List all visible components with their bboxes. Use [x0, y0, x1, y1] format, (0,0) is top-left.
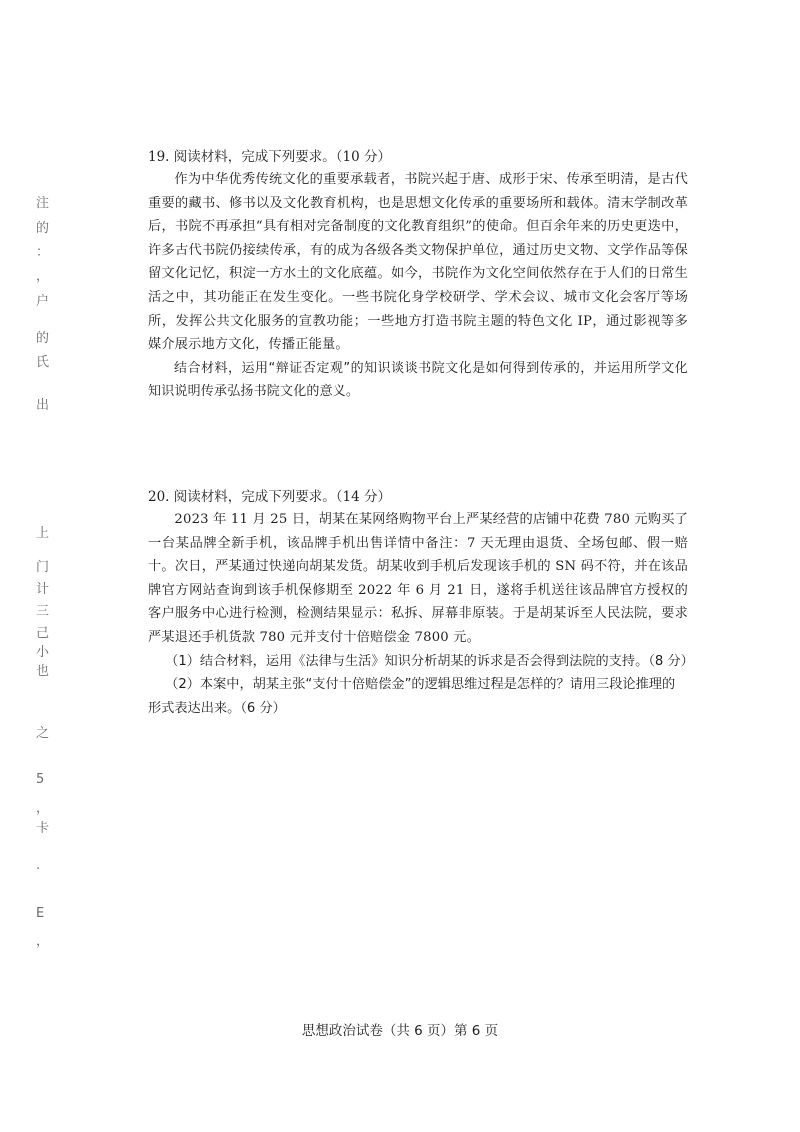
- margin-mark: 三: [36, 604, 50, 619]
- question-20: [148, 486, 694, 720]
- margin-mark: 之: [36, 726, 50, 741]
- question-19-requirement: 结合材料，运用“辩证否定观”的知识谈谈书院文化是如何得到传承的，并运用所学文化知识说明传承弘扬书院文化的意义。: [148, 360, 688, 400]
- question-19: [148, 146, 688, 404]
- page-footer: 思想政治试卷（共 6 页）第 6 页: [301, 1023, 499, 1039]
- margin-mark: 小: [36, 645, 50, 660]
- margin-mark: 5: [36, 772, 45, 787]
- margin-mark: 的: [36, 331, 50, 346]
- margin-mark: 的: [36, 221, 50, 236]
- margin-mark: E: [36, 906, 45, 921]
- margin-mark: ，: [36, 269, 50, 284]
- margin-mark: 氏: [36, 355, 50, 370]
- margin-mark: 卡: [36, 821, 50, 836]
- question-20-material: 2023 年 11 月 25 日，胡某在某网络购物平台上严某经营的店铺中花费 780 元购买了一台某品牌全新手机，该品牌手机出售详情中备注：7 天无理由退货、全场包邮、假一赔十。次日，严某通过快递向胡某发货。胡某收到手机后发现该手机的 SN 码不符，并在该品牌官方网站查询到该手机保修期至 2022 年 6 月 21 日，遂将手机送往该品牌官方授权的客户服务中心进行检测，检测结果显示：私拆、屏幕非原装。于是胡某诉至人民法院，要求严某退还手机货款 780 元并支付十倍赔偿金 7800 元。: [148, 512, 688, 645]
- margin-mark: 户: [36, 294, 50, 309]
- margin-mark: 门: [36, 560, 50, 575]
- question-20-sub-1: （1）结合材料，运用《法律与生活》知识分析胡某的诉求是否会得到法院的支持。（8 分）: [165, 653, 694, 669]
- margin-mark: ·: [36, 862, 41, 877]
- question-19-title: 19. 阅读材料，完成下列要求。（10 分）: [148, 149, 391, 165]
- margin-mark: 也: [36, 664, 50, 679]
- margin-mark: ，: [36, 934, 50, 949]
- binding-margin-marks: [22, 0, 62, 1132]
- margin-mark: ：: [36, 245, 50, 260]
- margin-mark: 上: [36, 526, 50, 541]
- question-20-sub-2: （2）本案中，胡某主张“支付十倍赔偿金”的逻辑思维过程是怎样的？请用三段论推理的形式表达出来。（6 分）: [148, 677, 676, 716]
- margin-mark: 出: [36, 398, 50, 413]
- question-19-material: 作为中华优秀传统文化的重要承载者，书院兴起于唐、成形于宋、传承至明清，是古代重要的藏书、修书以及文化教育机构，也是思想文化传承的重要场所和载体。清末学制改革后，书院不再承担“具有相对完备制度的文化教育组织”的使命。但百余年来的历史更迭中，许多古代书院仍接续传承，有的成为各级各类文物保护单位，通过历史文物、文学作品等保留文化记忆，积淀一方水土的文化底蕴。如今，书院作为文化空间依然存在于人们的日常生活之中，其功能正在发生变化。一些书院化身学校研学、学术会议、城市文化会客厅等场所，发挥公共文化服务的宣教功能；一些地方打造书院主题的特色文化 IP，通过影视等多媒介展示地方文化，传播正能量。: [148, 172, 688, 353]
- margin-mark: 计: [36, 582, 50, 597]
- margin-mark: ，: [36, 801, 50, 816]
- margin-mark: 己: [36, 626, 50, 641]
- question-20-title: 20. 阅读材料，完成下列要求。（14 分）: [148, 489, 391, 505]
- margin-mark: 注: [36, 196, 50, 211]
